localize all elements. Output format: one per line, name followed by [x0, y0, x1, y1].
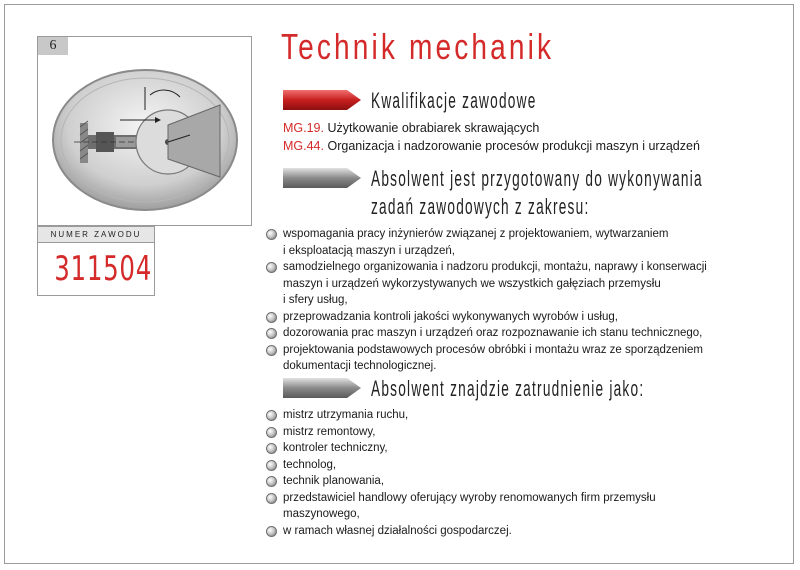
bullet-icon: [266, 229, 277, 240]
bullet-icon: [266, 410, 277, 421]
occupation-code-value: 311504: [54, 249, 153, 289]
bullet-icon: [266, 460, 277, 471]
bullet-icon: [266, 328, 277, 339]
employment-heading: Absolwent znajdzie zatrudnienie jako:: [371, 376, 645, 401]
list-item: przedstawiciel handlowy oferujący wyroby renomowanych firm przemysłu maszynowego,: [266, 490, 656, 523]
qualification-code: MG.19.: [283, 121, 324, 135]
bullet-icon: [266, 427, 277, 438]
qualification-item: [283, 137, 700, 155]
list-item: przeprowadzania kontroli jakości wykonywanych wyrobów i usług,: [266, 309, 707, 326]
bullet-icon: [266, 443, 277, 454]
list-item: technolog,: [266, 457, 656, 474]
list-item: mistrz remontowy,: [266, 424, 656, 441]
employment-list: [266, 407, 656, 539]
illustration-box: [37, 36, 252, 226]
bullet-icon: [266, 345, 277, 356]
lathe-illustration: [50, 65, 240, 215]
red-arrow-icon: [283, 88, 363, 112]
bullet-icon: [266, 526, 277, 537]
skills-list: [266, 226, 707, 375]
occupation-code-box: [37, 226, 155, 296]
occupation-code-label: NUMER ZAWODU: [38, 227, 154, 243]
page-number: 6: [38, 37, 68, 55]
qualification-item: [283, 119, 700, 137]
list-item: kontroler techniczny,: [266, 440, 656, 457]
list-item: samodzielnego organizowania i nadzoru produkcji, montażu, naprawy i konserwacji maszyn i urządzeń wykorzystywanych we wszystkich gałęziach przemysłu i sfery usług,: [266, 259, 707, 309]
qualifications-heading: Kwalifikacje zawodowe: [371, 88, 537, 113]
bullet-icon: [266, 493, 277, 504]
bullet-icon: [266, 312, 277, 323]
list-item: w ramach własnej działalności gospodarczej.: [266, 523, 656, 540]
list-item: projektowania podstawowych procesów obróbki i montażu wraz ze sporządzeniem dokumentacji technologicznej.: [266, 342, 707, 375]
list-item: mistrz utrzymania ruchu,: [266, 407, 656, 424]
qualification-text: Organizacja i nadzorowanie procesów produkcji maszyn i urządzeń: [327, 139, 700, 153]
page-title: Technik mechanik: [281, 26, 555, 67]
bullet-icon: [266, 262, 277, 273]
qualification-code: MG.44.: [283, 139, 324, 153]
list-item: dozorowania prac maszyn i urządzeń oraz rozpoznawanie ich stanu technicznego,: [266, 325, 707, 342]
gray-arrow-icon: [283, 166, 363, 190]
gray-arrow-icon: [283, 376, 363, 400]
bullet-icon: [266, 476, 277, 487]
list-item: wspomagania pracy inżynierów związanej z projektowaniem, wytwarzaniem i eksploatacją maszyn i urządzeń,: [266, 226, 707, 259]
skills-heading-line2: zadań zawodowych z zakresu:: [371, 194, 590, 219]
list-item: technik planowania,: [266, 473, 656, 490]
qualifications-list: [283, 119, 700, 155]
qualification-text: Użytkowanie obrabiarek skrawających: [327, 121, 540, 135]
skills-heading-line1: Absolwent jest przygotowany do wykonywania: [371, 166, 703, 191]
